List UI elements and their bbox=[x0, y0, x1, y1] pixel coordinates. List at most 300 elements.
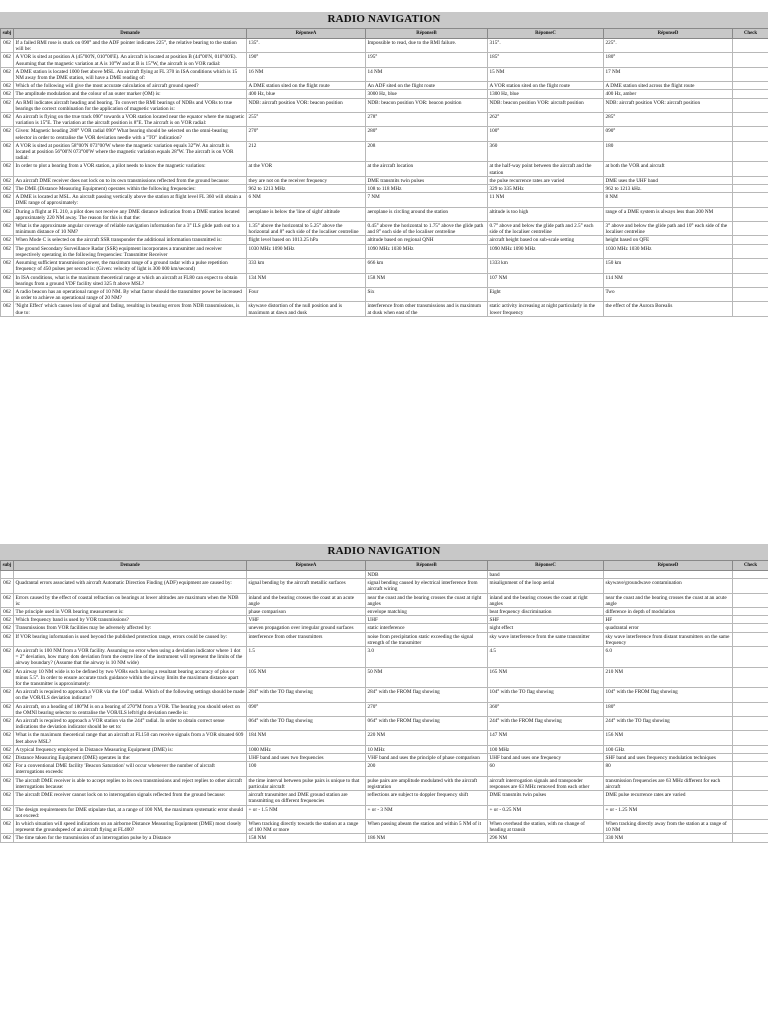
cell-question: Which of the following will give the most accurate calculation of aircraft ground speed? bbox=[14, 82, 247, 90]
cell-answer-c: 60 bbox=[488, 762, 604, 776]
cell-answer-c: 315°. bbox=[488, 39, 604, 53]
header-answer-a: RéponseA bbox=[247, 561, 366, 571]
cell-question: An aircraft is 100 NM from a VOR facility. Assuming no error when using a deviation indicator where 1 dot = 2° deviation, how many dots deviation from the centre line of the instrument will represent the limits of the airway boundary? (Assume that the airway is 10 NM wide) bbox=[14, 647, 247, 668]
cell-subj: 062 bbox=[1, 302, 14, 316]
cell-answer-c: at the half-way point between the aircraft and the station bbox=[488, 162, 604, 176]
cell-subj: 062 bbox=[1, 632, 14, 646]
cell-answer-b: noise from precipitation static exceeding the signal strength of the transmitter bbox=[366, 632, 488, 646]
cell-subj: 062 bbox=[1, 579, 14, 593]
cell-subj: 062 bbox=[1, 162, 14, 176]
cell-answer-a: 158 NM bbox=[247, 834, 366, 842]
cell-subj: 062 bbox=[1, 193, 14, 207]
cell-answer-d: difference in depth of modulation bbox=[604, 608, 733, 616]
cell-answer-a: 400 Hz, blue bbox=[247, 90, 366, 98]
header-row bbox=[1, 561, 768, 571]
cell-subj: 062 bbox=[1, 113, 14, 127]
table-row bbox=[1, 608, 768, 616]
table-row bbox=[1, 762, 768, 776]
cell-answer-a: 1.5 bbox=[247, 647, 366, 668]
cell-check[interactable] bbox=[733, 834, 768, 842]
table-row bbox=[1, 717, 768, 731]
cell-answer-b: 186 NM bbox=[366, 834, 488, 842]
cell-check bbox=[733, 571, 768, 579]
cell-check[interactable] bbox=[733, 608, 768, 616]
cell-answer-a: NDB: aircraft position VOR: beacon position bbox=[247, 98, 366, 112]
question-table bbox=[0, 560, 768, 843]
cell-subj: 062 bbox=[1, 791, 14, 805]
continuation-row bbox=[1, 571, 768, 579]
header-answer-a: RéponseA bbox=[247, 29, 366, 39]
cell-subj: 062 bbox=[1, 222, 14, 236]
cell-answer-c: aircraft height based on sub-scale setting bbox=[488, 236, 604, 244]
cell-check[interactable] bbox=[733, 207, 768, 221]
cell-answer-b: 50 NM bbox=[366, 667, 488, 688]
table-row bbox=[1, 141, 768, 162]
cell-check[interactable] bbox=[733, 222, 768, 236]
cell-check[interactable] bbox=[733, 185, 768, 193]
cell-check[interactable] bbox=[733, 90, 768, 98]
cell-question: The principle used in VOR bearing measurement is: bbox=[14, 608, 247, 616]
table-row bbox=[1, 185, 768, 193]
cell-question: A typical frequency employed in Distance Measuring Equipment (DME) is: bbox=[14, 745, 247, 753]
cell-check[interactable] bbox=[733, 624, 768, 632]
cell-answer-c: 147 NM bbox=[488, 731, 604, 745]
cell-answer-a: When tracking directly towards the station at a range of 100 NM or more bbox=[247, 819, 366, 833]
cell-question: The design requirements for DME stipulate that, at a range of 100 NM, the maximum systematic error should not exceed: bbox=[14, 805, 247, 819]
cell-subj: 062 bbox=[1, 90, 14, 98]
cell-answer-b: static interference bbox=[366, 624, 488, 632]
cell-answer-a: A DME station sited on the flight route bbox=[247, 82, 366, 90]
cell-answer-b: 10 MHz bbox=[366, 745, 488, 753]
cell-answer-b: pulse pairs are amplitude modulated with the aircraft registration bbox=[366, 776, 488, 790]
cell-answer-d: 225°. bbox=[604, 39, 733, 53]
cell-answer-c: Eight bbox=[488, 287, 604, 301]
cell-answer-d: near the coast and the bearing crosses the coast at an acute angle bbox=[604, 593, 733, 607]
cell-answer-c: 329 to 335 MHz bbox=[488, 185, 604, 193]
cell-answer-d: Two bbox=[604, 287, 733, 301]
cell-answer-b: 220 NM bbox=[366, 731, 488, 745]
cell-answer-c: + or - 0.25 NM bbox=[488, 805, 604, 819]
header-subj: subj bbox=[1, 561, 14, 571]
cell-answer-c: night effect bbox=[488, 624, 604, 632]
cell-subj: 062 bbox=[1, 762, 14, 776]
cell-answer-c: SHF bbox=[488, 616, 604, 624]
cell-subj: 062 bbox=[1, 834, 14, 842]
cell-answer-c: static activity increasing at night particularly in the lower frequency bbox=[488, 302, 604, 316]
cell-answer-a: + or - 1.5 NM bbox=[247, 805, 366, 819]
cell-question: An aircraft DME receiver does not lock on to its own transmissions reflected from the ground because: bbox=[14, 176, 247, 184]
cell-answer-c: 262° bbox=[488, 113, 604, 127]
cell-subj: 062 bbox=[1, 667, 14, 688]
cell-subj: 062 bbox=[1, 287, 14, 301]
cell-check[interactable] bbox=[733, 287, 768, 301]
cell-answer-c: 185° bbox=[488, 53, 604, 67]
cell-subj: 062 bbox=[1, 273, 14, 287]
cell-subj: 062 bbox=[1, 688, 14, 702]
cell-answer-d: 8 NM bbox=[604, 193, 733, 207]
table-row bbox=[1, 647, 768, 668]
table-row bbox=[1, 834, 768, 842]
cell-question: What is the maximum theoretical range that an aircraft at FL150 can receive signals from a VOR situated 609 feet above MSL? bbox=[14, 731, 247, 745]
cell-answer-b: When passing abeam the station and within 5 NM of it bbox=[366, 819, 488, 833]
cell-check[interactable] bbox=[733, 273, 768, 287]
cell-answer-b: at the aircraft location bbox=[366, 162, 488, 176]
cell-answer-c: 360° bbox=[488, 702, 604, 716]
cell-answer-b: NDB: beacon position VOR: beacon position bbox=[366, 98, 488, 112]
cell-answer-c: NDB: beacon position VOR: aircraft position bbox=[488, 98, 604, 112]
table-row bbox=[1, 754, 768, 762]
cell-check[interactable] bbox=[733, 745, 768, 753]
cell-answer-b: 3000 Hz, blue bbox=[366, 90, 488, 98]
cell-answer-c: 244° with the FROM flag showing bbox=[488, 717, 604, 731]
cell-answer-a: interference from other transmitters bbox=[247, 632, 366, 646]
cell-answer-c: 1300 Hz, blue bbox=[488, 90, 604, 98]
cell-answer-a: 090° bbox=[247, 702, 366, 716]
cell-answer-b: Impossible to read, due to the RMI failure. bbox=[366, 39, 488, 53]
cell-answer-a: 105 NM bbox=[247, 667, 366, 688]
cell-answer-a: Four bbox=[247, 287, 366, 301]
header-question: Demande bbox=[14, 561, 247, 571]
cell-answer-d: 114 NM bbox=[604, 273, 733, 287]
cell-subj: 062 bbox=[1, 616, 14, 624]
cell-answer-d: + or - 1.25 NM bbox=[604, 805, 733, 819]
header-answer-c: RéponseC bbox=[488, 29, 604, 39]
cell-answer-d: HF bbox=[604, 616, 733, 624]
cell-question: What is the approximate angular coverage of reliable navigation information for a 3° ILS glide path out to a minimum distance of 10 NM? bbox=[14, 222, 247, 236]
cell-answer-d: 330 NM bbox=[604, 834, 733, 842]
cell-answer-c: 100 MHz bbox=[488, 745, 604, 753]
table-row bbox=[1, 731, 768, 745]
cell-answer-d: at both the VOR and aircraft bbox=[604, 162, 733, 176]
cell-question: The amplitude modulation and the colour of an outer marker (OM) is: bbox=[14, 90, 247, 98]
cell-answer-a: 135°. bbox=[247, 39, 366, 53]
table-row bbox=[1, 259, 768, 273]
cell-question: In order to plot a bearing from a VOR station, a pilot needs to know the magnetic variation: bbox=[14, 162, 247, 176]
cell-answer-b: reflections are subject to doppler frequency shift bbox=[366, 791, 488, 805]
cell-check[interactable] bbox=[733, 791, 768, 805]
cell-answer-a: UHF band and uses two frequencies bbox=[247, 754, 366, 762]
cell-question: A VOR is sited at position A (45°00'N, 010°00'E). An aircraft is located at position B (44°00'N, 010°00'E). Assuming that the magnetic variation at A is 10°W and at B is 15°W, the aircraft is on VOR radial: bbox=[14, 53, 247, 67]
cell-answer-c: 15 NM bbox=[488, 67, 604, 81]
cell-answer-d: 090° bbox=[604, 127, 733, 141]
cell-subj: 062 bbox=[1, 745, 14, 753]
cell-subj: 062 bbox=[1, 53, 14, 67]
cell-check[interactable] bbox=[733, 162, 768, 176]
cell-answer-a: 16 NM bbox=[247, 67, 366, 81]
table-row bbox=[1, 236, 768, 244]
cell-subj: 062 bbox=[1, 717, 14, 731]
cell-answer-d: 210 NM bbox=[604, 667, 733, 688]
cell-subj: 062 bbox=[1, 82, 14, 90]
cell-answer-a: 212 bbox=[247, 141, 366, 162]
header-subj: subj bbox=[1, 29, 14, 39]
cell-answer-d: 150 km bbox=[604, 259, 733, 273]
table-row bbox=[1, 624, 768, 632]
cell-subj: 062 bbox=[1, 207, 14, 221]
cell-question: An airway 10 NM wide is to be defined by two VORs each having a resultant bearing accuracy of plus or minus 5.5°. In order to ensure accurate track guidance within the airway limits the maximum distance apart for the transmitter is approximately: bbox=[14, 667, 247, 688]
cell-answer-b: 108 to 118 MHz bbox=[366, 185, 488, 193]
cell-answer-b: near the coast and the bearing crosses the coast at right angles bbox=[366, 593, 488, 607]
cell-answer-b: DME transmits twin pulses bbox=[366, 176, 488, 184]
table-row bbox=[1, 616, 768, 624]
cell-check[interactable] bbox=[733, 632, 768, 646]
cell-answer-a: 134 NM bbox=[247, 273, 366, 287]
cell-answer-a: 333 km bbox=[247, 259, 366, 273]
cell-answer-d bbox=[604, 571, 733, 579]
cell-subj: 062 bbox=[1, 702, 14, 716]
cell-answer-a: 1.35° above the horizontal to 5.25° above the horizontal and 8° each side of the localiser centreline bbox=[247, 222, 366, 236]
header-row bbox=[1, 29, 768, 39]
cell-answer-d: 156 NM bbox=[604, 731, 733, 745]
page-title: RADIO NAVIGATION bbox=[327, 13, 441, 25]
page-title: RADIO NAVIGATION bbox=[327, 545, 441, 557]
cell-check[interactable] bbox=[733, 667, 768, 688]
cell-question: A DME is located at MSL. An aircraft passing vertically above the station at flight level FL 360 will obtain a DME range of approximately: bbox=[14, 193, 247, 207]
cell-check[interactable] bbox=[733, 259, 768, 273]
cell-question: A VOR is sited at position 58°00'N 073°00'W where the magnetic variation equals 32°W. An aircraft is located at position 56°00'N 073°00'W where the magnetic variation equals 28°W. The aircraft is on VOR radial: bbox=[14, 141, 247, 162]
cell-answer-c: 360 bbox=[488, 141, 604, 162]
cell-subj: 062 bbox=[1, 67, 14, 81]
cell-answer-a: the time interval between pulse pairs is unique to that particular aircraft bbox=[247, 776, 366, 790]
cell-subj: 062 bbox=[1, 39, 14, 53]
cell-question: In ISA conditions, what is the maximum theoretical range at which an aircraft at FL80 can expect to obtain bearings from a ground VDF facility sited 325 ft above MSL? bbox=[14, 273, 247, 287]
cell-question: Assuming sufficient transmission power, the maximum range of a ground radar with a pulse repetition frequency of 450 pulses per second is: (Given: velocity of light is 300 000 km/second) bbox=[14, 259, 247, 273]
table-row bbox=[1, 67, 768, 81]
table-row bbox=[1, 632, 768, 646]
cell-question: The aircraft DME receiver is able to accept replies to its own transmissions and reject replies to other aircraft interrogations because: bbox=[14, 776, 247, 790]
cell-question: An aircraft, on a heading of 180°M is on a bearing of 270°M from a VOR. The bearing you should select on the OMNI bearing selector to centralise the VOR/ILS left/right deviation needle is: bbox=[14, 702, 247, 716]
table-row bbox=[1, 579, 768, 593]
cell-check[interactable] bbox=[733, 647, 768, 668]
cell-answer-a: VHF bbox=[247, 616, 366, 624]
cell-check[interactable] bbox=[733, 82, 768, 90]
cell-answer-c: altitude is too high bbox=[488, 207, 604, 221]
cell-answer-d: NDB: aircraft position VOR: aircraft position bbox=[604, 98, 733, 112]
cell-answer-b: altitude based on regional QNH bbox=[366, 236, 488, 244]
cell-answer-d: DME pulse recurrence rates are varied bbox=[604, 791, 733, 805]
header-question: Demande bbox=[14, 29, 247, 39]
cell-answer-c: aircraft interrogation signals and transponder responses are 63 MHz removed from each other bbox=[488, 776, 604, 790]
table-row bbox=[1, 127, 768, 141]
cell-question: An aircraft is required to approach a VOR via the 104° radial. Which of the following settings should be made on the VOR/ILS deviation indicator? bbox=[14, 688, 247, 702]
cell-check[interactable] bbox=[733, 717, 768, 731]
table-row bbox=[1, 207, 768, 221]
cell-check[interactable] bbox=[733, 616, 768, 624]
cell-answer-c: the pulse recurrence rates are varied bbox=[488, 176, 604, 184]
header-answer-d: RéponseD bbox=[604, 561, 733, 571]
cell-subj: 062 bbox=[1, 185, 14, 193]
cell-answer-c: 100° bbox=[488, 127, 604, 141]
cell-answer-b: 284° with the FROM flag showing bbox=[366, 688, 488, 702]
cell-answer-b: 195° bbox=[366, 53, 488, 67]
cell-answer-c: 296 NM bbox=[488, 834, 604, 842]
cell-answer-b: 064° with the FROM flag showing bbox=[366, 717, 488, 731]
cell-answer-a: signal bending by the aircraft metallic surfaces bbox=[247, 579, 366, 593]
cell-subj: 062 bbox=[1, 127, 14, 141]
cell-answer-a: flight level based on 1013.25 hPa bbox=[247, 236, 366, 244]
cell-answer-b: + or - 3 NM bbox=[366, 805, 488, 819]
cell-question: A DME station is located 1000 feet above MSL. An aircraft flying at FL 370 in ISA conditions which is 15 NM away from the DME station, will have a DME reading of: bbox=[14, 67, 247, 81]
cell-answer-c: beat frequency discrimination bbox=[488, 608, 604, 616]
cell-answer-d: 180° bbox=[604, 702, 733, 716]
cell-question: An aircraft is required to approach a VOR station via the 244° radial. In order to obtain correct sense indications the deviation indicator should be set to: bbox=[14, 717, 247, 731]
cell-subj: 062 bbox=[1, 754, 14, 762]
table-row bbox=[1, 98, 768, 112]
cell-question: 'Night Effect' which causes loss of signal and fading, resulting in bearing errors from NDB transmissions, is due to: bbox=[14, 302, 247, 316]
cell-answer-d: transmission frequencies are 63 MHz different for each aircraft bbox=[604, 776, 733, 790]
table-row bbox=[1, 688, 768, 702]
cell-question: In which situation will speed indications on an airborne Distance Measuring Equipment (DME) most closely represent the groundspeed of an aircraft flying at FL400? bbox=[14, 819, 247, 833]
cell-question: The time taken for the transmission of an interrogation pulse by a Distance bbox=[14, 834, 247, 842]
cell-question: If a failed RMI rose is stuck on 090° and the ADF pointer indicates 225°, the relative bearing to the station will be: bbox=[14, 39, 247, 53]
cell-answer-a: at the VOR bbox=[247, 162, 366, 176]
table-row bbox=[1, 193, 768, 207]
cell-answer-b: 1090 MHz 1030 MHz bbox=[366, 244, 488, 258]
cell-subj bbox=[1, 571, 14, 579]
header-answer-c: RéponseC bbox=[488, 561, 604, 571]
cell-answer-d: 80 bbox=[604, 762, 733, 776]
cell-answer-b: 208 bbox=[366, 141, 488, 162]
cell-answer-c: 11 NM bbox=[488, 193, 604, 207]
cell-answer-b: 14 NM bbox=[366, 67, 488, 81]
cell-answer-a: phase comparison bbox=[247, 608, 366, 616]
table-row bbox=[1, 39, 768, 53]
cell-answer-a: 184 NM bbox=[247, 731, 366, 745]
cell-subj: 062 bbox=[1, 98, 14, 112]
cell-answer-a: 962 to 1213 MHz bbox=[247, 185, 366, 193]
cell-subj: 062 bbox=[1, 819, 14, 833]
cell-answer-d: sky wave interference from distant transmitters on the same frequency bbox=[604, 632, 733, 646]
cell-answer-d: SHF band and uses frequency modulation techniques bbox=[604, 754, 733, 762]
cell-check[interactable] bbox=[733, 805, 768, 819]
cell-answer-a: 255° bbox=[247, 113, 366, 127]
cell-answer-b: interference from other transmissions and is maximum at dusk when east of the bbox=[366, 302, 488, 316]
cell-answer-a: 6 NM bbox=[247, 193, 366, 207]
cell-check[interactable] bbox=[733, 53, 768, 67]
header-answer-d: RéponseD bbox=[604, 29, 733, 39]
cell-check[interactable] bbox=[733, 731, 768, 745]
cell-answer-c: band bbox=[488, 571, 604, 579]
cell-subj: 062 bbox=[1, 624, 14, 632]
cell-answer-b: 280° bbox=[366, 127, 488, 141]
table-row bbox=[1, 776, 768, 790]
cell-check[interactable] bbox=[733, 176, 768, 184]
cell-check[interactable] bbox=[733, 141, 768, 162]
cell-answer-a: 1030 MHz 1090 MHz bbox=[247, 244, 366, 258]
cell-check[interactable] bbox=[733, 819, 768, 833]
cell-subj: 062 bbox=[1, 776, 14, 790]
cell-subj: 062 bbox=[1, 176, 14, 184]
table-row bbox=[1, 90, 768, 98]
cell-answer-d: A DME station sited across the flight route bbox=[604, 82, 733, 90]
cell-answer-c: 107 NM bbox=[488, 273, 604, 287]
cell-check[interactable] bbox=[733, 67, 768, 81]
cell-answer-a: 100 bbox=[247, 762, 366, 776]
cell-check[interactable] bbox=[733, 762, 768, 776]
cell-answer-d: the effect of the Aurora Borealis bbox=[604, 302, 733, 316]
cell-check[interactable] bbox=[733, 39, 768, 53]
cell-check[interactable] bbox=[733, 593, 768, 607]
cell-subj: 062 bbox=[1, 236, 14, 244]
table-row bbox=[1, 113, 768, 127]
table-row bbox=[1, 667, 768, 688]
cell-answer-d: 3° above and below the glide path and 10° each side of the localiser centreline bbox=[604, 222, 733, 236]
cell-question: If VOR bearing information is used beyond the published protection range, errors could be caused by: bbox=[14, 632, 247, 646]
cell-answer-d: quadrantal error bbox=[604, 624, 733, 632]
cell-check[interactable] bbox=[733, 236, 768, 244]
cell-subj: 062 bbox=[1, 259, 14, 273]
cell-question: Distance Measuring Equipment (DME) operates in the: bbox=[14, 754, 247, 762]
cell-answer-b: NDB bbox=[366, 571, 488, 579]
cell-check[interactable] bbox=[733, 776, 768, 790]
header-answer-b: RéponseB bbox=[366, 29, 488, 39]
table-row bbox=[1, 176, 768, 184]
cell-question: During a flight at FL 210, a pilot does not receive any DME distance indication from a DME station located approximately 220 NM away. The reason for this is that the: bbox=[14, 207, 247, 221]
cell-answer-a: aeroplane is below the 'line of sight' altitude bbox=[247, 207, 366, 221]
table-row bbox=[1, 819, 768, 833]
cell-subj: 062 bbox=[1, 805, 14, 819]
cell-answer-c: When overhead the station, with no change of heading at transit bbox=[488, 819, 604, 833]
table-row bbox=[1, 244, 768, 258]
cell-check[interactable] bbox=[733, 302, 768, 316]
table-row bbox=[1, 82, 768, 90]
cell-check[interactable] bbox=[733, 113, 768, 127]
cell-answer-d: height based on QFE bbox=[604, 236, 733, 244]
cell-answer-b: Six bbox=[366, 287, 488, 301]
cell-check[interactable] bbox=[733, 702, 768, 716]
cell-question: An RMI indicates aircraft heading and bearing. To convert the RMI bearings of NDBs and VORs to true bearings the correct combination for the application of magnetic variation is: bbox=[14, 98, 247, 112]
cell-answer-d: range of a DME system is always less than 200 NM bbox=[604, 207, 733, 221]
cell-check[interactable] bbox=[733, 688, 768, 702]
cell-answer-a: 284° with the TO flag showing bbox=[247, 688, 366, 702]
cell-answer-a: inland and the bearing crosses the coast at an acute angle bbox=[247, 593, 366, 607]
table-row bbox=[1, 805, 768, 819]
cell-check[interactable] bbox=[733, 579, 768, 593]
table-row bbox=[1, 702, 768, 716]
cell-answer-b: 7 NM bbox=[366, 193, 488, 207]
cell-answer-a: 270° bbox=[247, 127, 366, 141]
cell-answer-b: 270° bbox=[366, 702, 488, 716]
cell-answer-b: VHF band and uses the principle of phase comparison bbox=[366, 754, 488, 762]
cell-question: The DME (Distance Measuring Equipment) operates within the following frequencies: bbox=[14, 185, 247, 193]
cell-answer-b: An ADF sited on the flight route bbox=[366, 82, 488, 90]
cell-check[interactable] bbox=[733, 193, 768, 207]
table-row bbox=[1, 593, 768, 607]
cell-answer-b: 158 NM bbox=[366, 273, 488, 287]
cell-question: Quadrantal errors associated with aircraft Automatic Direction Finding (ADF) equipment are caused by: bbox=[14, 579, 247, 593]
cell-check[interactable] bbox=[733, 98, 768, 112]
cell-answer-d: 180° bbox=[604, 53, 733, 67]
table-row bbox=[1, 287, 768, 301]
cell-question: Transmissions from VOR facilities may be adversely affected by: bbox=[14, 624, 247, 632]
question-table bbox=[0, 28, 768, 317]
cell-answer-d: 6.0 bbox=[604, 647, 733, 668]
cell-answer-a: 190° bbox=[247, 53, 366, 67]
cell-answer-a: 064° with the TO flag showing bbox=[247, 717, 366, 731]
cell-subj: 062 bbox=[1, 244, 14, 258]
cell-check[interactable] bbox=[733, 754, 768, 762]
table-row bbox=[1, 222, 768, 236]
cell-answer-c: 1090 MHz 1090 MHz bbox=[488, 244, 604, 258]
cell-subj: 062 bbox=[1, 731, 14, 745]
header-check: Check bbox=[733, 29, 768, 39]
cell-check[interactable] bbox=[733, 244, 768, 258]
cell-answer-a: 1000 MHz bbox=[247, 745, 366, 753]
cell-answer-b: signal bending caused by electrical interference from aircraft wiring bbox=[366, 579, 488, 593]
cell-check[interactable] bbox=[733, 127, 768, 141]
cell-answer-b: 666 km bbox=[366, 259, 488, 273]
cell-answer-a: skywave distortion of the null position and is maximum at dawn and dusk bbox=[247, 302, 366, 316]
